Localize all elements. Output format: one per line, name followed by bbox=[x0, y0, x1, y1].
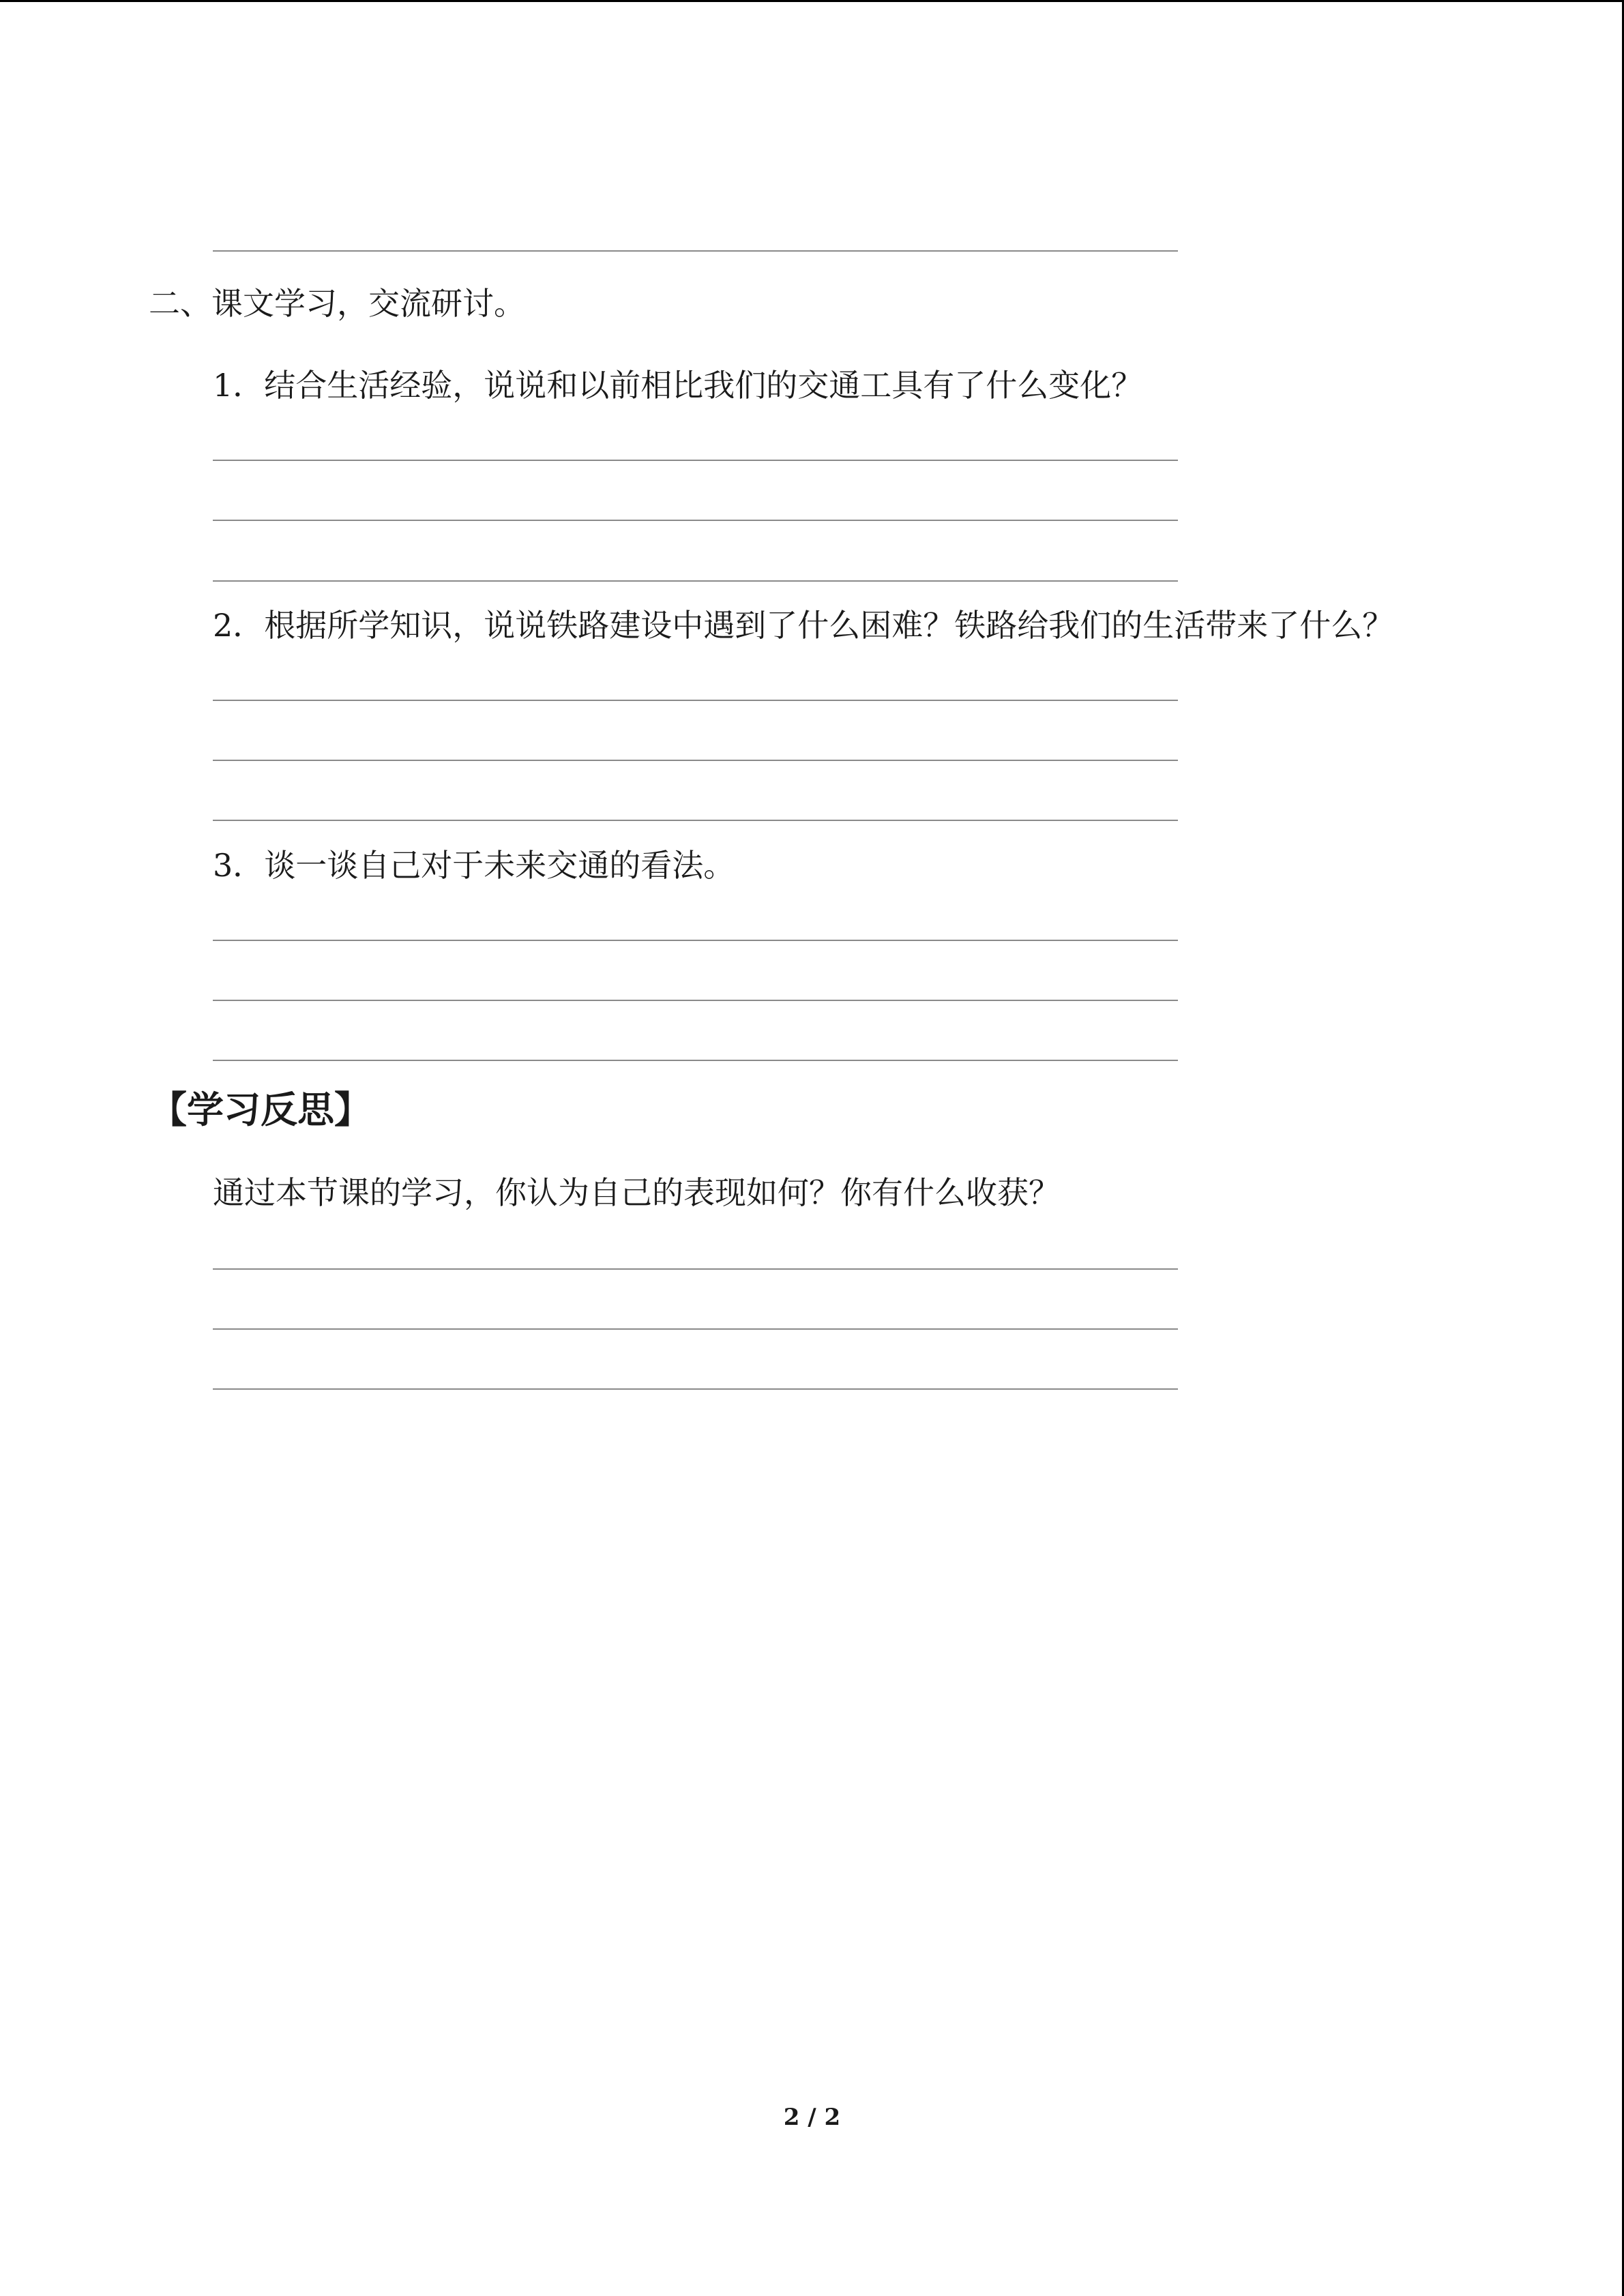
answer-line[interactable] bbox=[213, 250, 1178, 252]
answer-line[interactable] bbox=[213, 520, 1178, 521]
answer-line[interactable] bbox=[213, 580, 1178, 582]
answer-line[interactable] bbox=[213, 760, 1178, 761]
section-title: 二、课文学习，交流研讨。 bbox=[149, 285, 525, 322]
answer-line[interactable] bbox=[213, 1268, 1178, 1270]
reflection-heading: 【学习反思】 bbox=[150, 1088, 371, 1131]
question-1: 1．结合生活经验，说说和以前相比我们的交通工具有了什么变化？ bbox=[213, 367, 1143, 404]
page-border-top bbox=[0, 0, 1624, 2]
question-3: 3．谈一谈自己对于未来交通的看法。 bbox=[213, 847, 735, 884]
answer-line[interactable] bbox=[213, 1000, 1178, 1001]
answer-line[interactable] bbox=[213, 1328, 1178, 1330]
answer-line[interactable] bbox=[213, 460, 1178, 461]
answer-line[interactable] bbox=[213, 700, 1178, 701]
answer-line[interactable] bbox=[213, 820, 1178, 821]
reflection-prompt: 通过本节课的学习，你认为自己的表现如何？你有什么收获？ bbox=[213, 1174, 1060, 1211]
answer-line[interactable] bbox=[213, 1060, 1178, 1061]
answer-line[interactable] bbox=[213, 1388, 1178, 1390]
page-number: 2 / 2 bbox=[783, 2104, 841, 2131]
answer-line[interactable] bbox=[213, 940, 1178, 941]
question-2: 2．根据所学知识，说说铁路建设中遇到了什么困难？铁路给我们的生活带来了什么？ bbox=[213, 607, 1394, 644]
